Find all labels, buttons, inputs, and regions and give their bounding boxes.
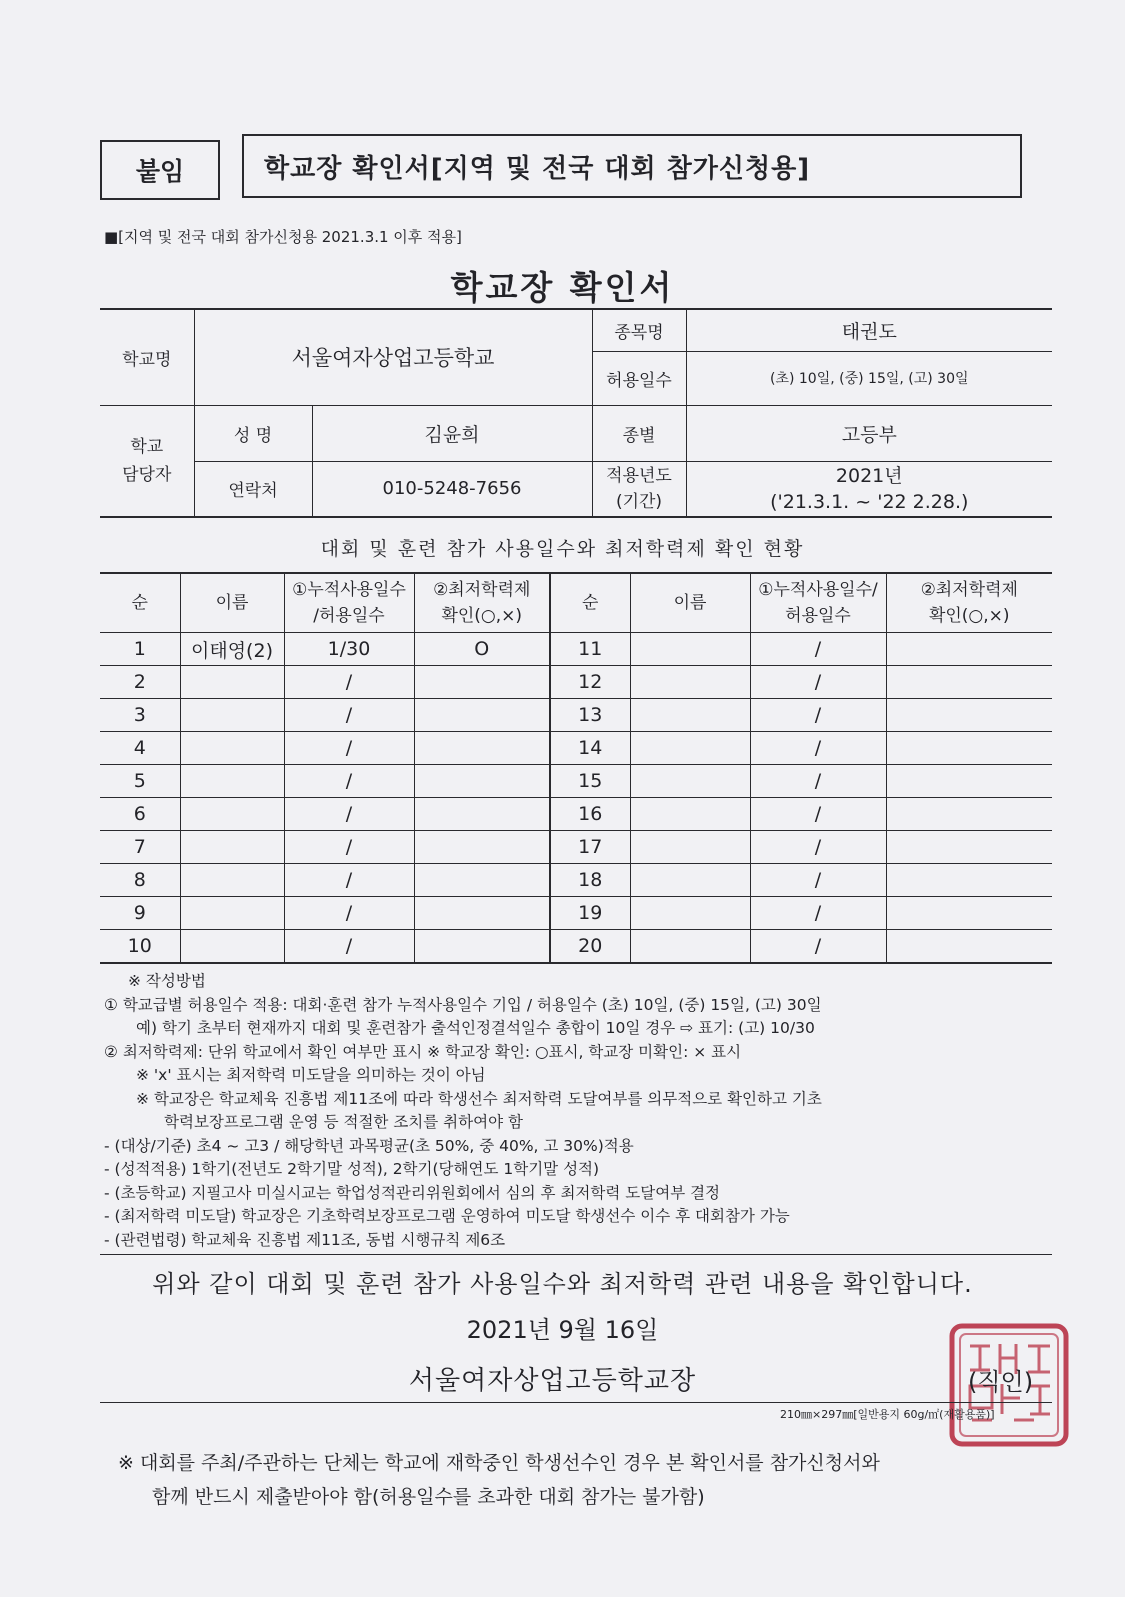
row-no-right: 12 <box>550 666 630 699</box>
row-days-right: / <box>750 765 886 798</box>
issue-date: 2021년 9월 16일 <box>466 1316 659 1344</box>
row-name <box>180 765 284 798</box>
row-name <box>180 831 284 864</box>
row-days: / <box>284 864 414 897</box>
row-check-right <box>886 699 1052 732</box>
row-name-right <box>630 666 750 699</box>
instruction-2-note-b: ※ 학교장은 학교체육 진흥법 제11조에 따라 학생선수 최저학력 도달여부를 의무적으로 확인하고 기초 <box>136 1089 822 1108</box>
header-check-right <box>886 573 1052 633</box>
row-name <box>180 798 284 831</box>
staff-name-label: 성 명 <box>194 405 312 461</box>
contact-value: 010-5248-7656 <box>312 461 592 517</box>
row-check <box>414 831 550 864</box>
row-check-right <box>886 633 1052 666</box>
row-check-right <box>886 798 1052 831</box>
school-name-label: 학교명 <box>100 309 194 405</box>
detail-3: - (초등학교) 지필고사 미실시교는 학업성적관리위원회에서 심의 후 최저학력 도달여부 결정 <box>104 1183 721 1202</box>
row-name-right <box>630 732 750 765</box>
row-days-right: / <box>750 666 886 699</box>
period-label-line1: 적용년도 <box>606 465 672 486</box>
header-no-right: 순 <box>550 573 630 633</box>
contact-label: 연락처 <box>194 461 312 517</box>
instruction-2-note-b-cont: 학력보장프로그램 운영 등 적절한 조치를 취하여야 함 <box>164 1113 523 1131</box>
row-no: 3 <box>100 699 180 732</box>
row-name-right <box>630 633 750 666</box>
row-check <box>414 699 550 732</box>
header-days-right-line1: ①누적사용일수/ <box>758 580 878 600</box>
staff-label-line2: 담당자 <box>122 464 172 485</box>
row-check-right <box>886 864 1052 897</box>
divider <box>100 1254 1052 1255</box>
row-name-right <box>630 699 750 732</box>
row-no-right: 15 <box>550 765 630 798</box>
instruction-2-note-a: ※ 'x' 표시는 최저학력 미도달을 의미하는 것이 아님 <box>136 1066 486 1084</box>
table-row <box>100 633 1052 666</box>
row-no: 8 <box>100 864 180 897</box>
row-no: 5 <box>100 765 180 798</box>
row-no-right: 18 <box>550 864 630 897</box>
row-name-right <box>630 897 750 930</box>
footer-line-2: 함께 반드시 제출받아야 함(허용일수를 초과한 대회 참가는 불가함) <box>152 1486 705 1508</box>
header-check <box>414 573 550 633</box>
staff-name-value: 김윤희 <box>312 405 592 461</box>
row-days: / <box>284 732 414 765</box>
header-days <box>284 573 414 633</box>
row-name <box>180 699 284 732</box>
staff-label-line1: 학교 <box>130 436 164 457</box>
table-row <box>100 699 1052 732</box>
row-check-right <box>886 897 1052 930</box>
header-check-right-line1: ②최저학력제 <box>920 580 1018 600</box>
row-no: 7 <box>100 831 180 864</box>
row-days: / <box>284 666 414 699</box>
row-days: / <box>284 930 414 964</box>
row-name-right <box>630 798 750 831</box>
row-days-right: / <box>750 732 886 765</box>
table-row <box>100 765 1052 798</box>
row-name <box>180 930 284 964</box>
table-row <box>100 930 1052 964</box>
row-no-right: 19 <box>550 897 630 930</box>
staff-label <box>100 405 194 517</box>
row-days: / <box>284 831 414 864</box>
row-check-right <box>886 831 1052 864</box>
row-no-right: 11 <box>550 633 630 666</box>
row-no: 2 <box>100 666 180 699</box>
instructions <box>104 970 1064 1252</box>
header-days-right <box>750 573 886 633</box>
paper-size-note: 210㎜×297㎜[일반용지 60g/㎡(재활용품)] <box>780 1408 995 1421</box>
attachment-badge: 붙임 <box>100 140 220 200</box>
instructions-heading: ※ 작성방법 <box>128 972 206 990</box>
detail-1: - (대상/기준) 초4 ~ 고3 / 해당학년 과목평균(초 50%, 중 40%, 고 30%)적용 <box>104 1136 634 1155</box>
row-no-right: 20 <box>550 930 630 964</box>
row-check-right <box>886 666 1052 699</box>
row-no: 4 <box>100 732 180 765</box>
header-name: 이름 <box>180 573 284 633</box>
header-check-line2: 확인(○,×) <box>441 606 523 626</box>
row-no: 1 <box>100 633 180 666</box>
period-label-line2: (기간) <box>615 491 663 512</box>
row-no-right: 16 <box>550 798 630 831</box>
event-label: 종목명 <box>592 309 686 351</box>
row-days: / <box>284 897 414 930</box>
header-days-line1: ①누적사용일수 <box>292 580 406 600</box>
row-name-right <box>630 831 750 864</box>
allowed-days-label: 허용일수 <box>592 351 686 405</box>
row-check <box>414 666 550 699</box>
school-name-value: 서울여자상업고등학교 <box>194 309 592 405</box>
detail-2: - (성적적용) 1학기(전년도 2학기말 성적), 2학기(당해연도 1학기말 성적) <box>104 1160 600 1178</box>
detail-4: - (최저학력 미도달) 학교장은 기초학력보장프로그램 운영하여 미도달 학생선수 이수 후 대회참가 가능 <box>104 1207 790 1225</box>
instruction-1-example: 예) 학기 초부터 현재까지 대회 및 훈련참가 출석인정결석일수 총합이 10일 경우 ⇨ 표기: (고) 10/30 <box>136 1019 815 1037</box>
row-days: / <box>284 765 414 798</box>
table-row <box>100 666 1052 699</box>
table-row <box>100 732 1052 765</box>
table-row <box>100 897 1052 930</box>
row-name <box>180 666 284 699</box>
header-check-line1: ②최저학력제 <box>433 580 531 600</box>
period-year: 2021년 <box>835 464 903 487</box>
period-range: ('21.3.1. ~ '22 2.28.) <box>770 490 969 513</box>
divider <box>100 1402 1052 1403</box>
event-value: 태권도 <box>686 309 1052 351</box>
row-name <box>180 732 284 765</box>
row-check <box>414 864 550 897</box>
principal-title: 서울여자상업고등학교장 <box>408 1366 697 1396</box>
allowed-days-value: (초) 10일, (중) 15일, (고) 30일 <box>686 351 1052 405</box>
row-check-right <box>886 765 1052 798</box>
row-check <box>414 798 550 831</box>
row-days: / <box>284 699 414 732</box>
period-value <box>686 461 1052 517</box>
row-name <box>180 864 284 897</box>
applicability-note: ■[지역 및 전국 대회 참가신청용 2021.3.1 이후 적용] <box>104 228 462 246</box>
row-no: 6 <box>100 798 180 831</box>
row-check: O <box>414 633 550 666</box>
header-no: 순 <box>100 573 180 633</box>
row-check-right <box>886 930 1052 964</box>
row-check <box>414 930 550 964</box>
footer-line-1: ※ 대회를 주최/주관하는 단체는 학교에 재학중인 학생선수인 경우 본 확인서를 참가신청서와 <box>118 1452 880 1474</box>
header-check-right-line2: 확인(○,×) <box>928 606 1010 626</box>
row-check <box>414 765 550 798</box>
header-name-right: 이름 <box>630 573 750 633</box>
roster-table <box>100 572 1052 964</box>
table-row <box>100 798 1052 831</box>
row-no-right: 14 <box>550 732 630 765</box>
row-name-right <box>630 765 750 798</box>
row-name-right <box>630 930 750 964</box>
row-no-right: 13 <box>550 699 630 732</box>
header-title: 학교장 확인서[지역 및 전국 대회 참가신청용] <box>242 134 1022 198</box>
confirmation-statement: 위와 같이 대회 및 훈련 참가 사용일수와 최저학력 관련 내용을 확인합니다. <box>152 1270 973 1298</box>
row-name <box>180 897 284 930</box>
row-days: 1/30 <box>284 633 414 666</box>
instruction-1: ① 학교급별 허용일수 적용: 대회·훈련 참가 누적사용일수 기입 / 허용일수 (초) 10일, (중) 15일, (고) 30일 <box>104 995 822 1014</box>
row-name: 이태영(2) <box>180 633 284 666</box>
header-days-right-line2: 허용일수 <box>785 606 851 626</box>
school-info-table <box>100 308 1052 518</box>
row-no-right: 17 <box>550 831 630 864</box>
seal-label: (직인) <box>968 1368 1034 1396</box>
section-heading: 대회 및 훈련 참가 사용일수와 최저학력제 확인 현황 <box>320 538 805 560</box>
detail-5: - (관련법령) 학교체육 진흥법 제11조, 동법 시행규칙 제6조 <box>104 1230 506 1249</box>
table-row <box>100 864 1052 897</box>
row-days-right: / <box>750 633 886 666</box>
row-days-right: / <box>750 831 886 864</box>
period-label <box>592 461 686 517</box>
row-days-right: / <box>750 897 886 930</box>
row-days-right: / <box>750 930 886 964</box>
row-check-right <box>886 732 1052 765</box>
row-days: / <box>284 798 414 831</box>
row-name-right <box>630 864 750 897</box>
row-check <box>414 897 550 930</box>
header-days-line2: /허용일수 <box>313 606 385 626</box>
row-no: 10 <box>100 930 180 964</box>
row-days-right: / <box>750 864 886 897</box>
row-days-right: / <box>750 798 886 831</box>
instruction-2: ② 최저학력제: 단위 학교에서 확인 여부만 표시 ※ 학교장 확인: ○표시, 학교장 미확인: × 표시 <box>104 1042 742 1061</box>
table-row <box>100 831 1052 864</box>
footer-note <box>118 1446 1078 1514</box>
division-value: 고등부 <box>686 405 1052 461</box>
row-no: 9 <box>100 897 180 930</box>
document-title: 학교장 확인서 <box>450 268 675 307</box>
row-check <box>414 732 550 765</box>
row-days-right: / <box>750 699 886 732</box>
division-label: 종별 <box>592 405 686 461</box>
